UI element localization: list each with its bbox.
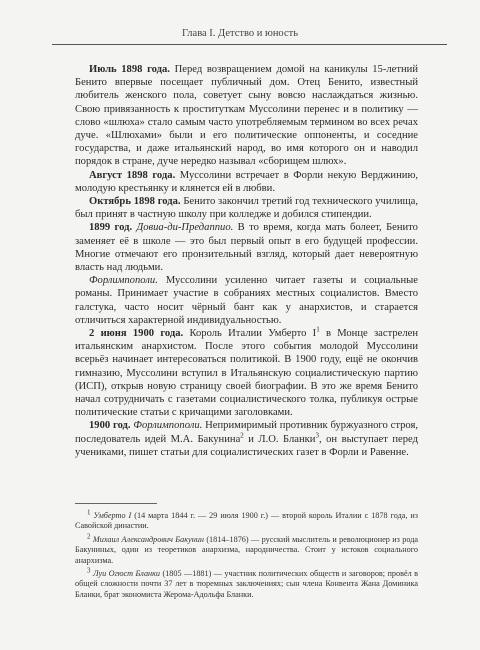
paragraph-forlimpopoli <box>75 274 418 327</box>
place-name: Довиа-ди-Предаппио. <box>136 222 234 234</box>
footnote-rule <box>75 503 157 504</box>
paragraph-august-1898 <box>75 169 418 195</box>
paragraph-text: Перед возвращением домой на каникулы 15-летний Бенито впервые посещает публичный дом. Отец Бенито, известный любитель женского пола, советует сыну вовсю наслаждаться жизнью. Свою привязанность к проституткам Муссолини перенес и в политику — слово «шлюха» стало самым часто употребляемым термином во всех речах дуче. «Шлюхами» были и его политические оппоненты, и соседние государства, и даже итальянский народ, во имя которого он и наводил порядок в стране, дуче нередко называл «сборищем шлюх». <box>75 64 418 168</box>
footnote-ref[interactable]: 1 <box>316 325 320 334</box>
date-lead: Август 1898 года. <box>89 169 176 181</box>
footnote-name: Михаил Александрович Бакунин <box>92 534 204 544</box>
paragraph-text: Муссолини встречает в Форли некую Верджинию, молодую крестьянку и клянется ей в любви. <box>75 169 419 194</box>
paragraph-october-1898 <box>75 195 418 221</box>
date-lead: 1899 год. <box>89 222 133 234</box>
paragraph-july-1898 <box>75 63 418 169</box>
paragraph-text: , он выступает перед учениками, пишет статьи для социалистических газет в Форли и Равенне. <box>75 433 418 458</box>
footnote-text: (14 марта 1844 г. — 29 июля 1900 г.) — второй король Италии с 1878 года, из Савойской династии. <box>75 511 419 531</box>
date-lead: 1900 год. <box>89 420 131 432</box>
main-text <box>75 63 418 459</box>
footnote-1 <box>75 508 419 532</box>
footnote-3 <box>75 566 418 600</box>
footnote-number: 2 <box>87 532 91 541</box>
paragraph-text: Король Италии Умберто I <box>183 328 317 340</box>
paragraph-june-1900 <box>75 327 418 419</box>
paragraph-text: и Л.О. Бланки <box>243 433 316 445</box>
header-rule <box>52 44 447 45</box>
footnote-2 <box>75 532 418 566</box>
paragraph-text: В то время, когда мать болеет, Бенито заменяет её в школе — это был первый опыт в его будущей профессии. Многие отмечают его пронзительный взгляд, который дает невероятную власть над людьми. <box>75 222 418 274</box>
footnote-name: Умберто I <box>93 511 132 520</box>
paragraph-1899 <box>75 221 418 274</box>
place-name: Форлимпополи. <box>133 420 203 432</box>
footnote-number: 1 <box>87 508 91 517</box>
footnote-ref[interactable]: 3 <box>315 431 319 440</box>
date-lead: Июль 1898 года. <box>89 64 170 75</box>
paragraph-text: Непримиримый противник буржуазного строя, последователь идей М.А. Бакунина <box>75 420 419 445</box>
footnote-ref[interactable]: 2 <box>240 431 244 440</box>
running-header: Глава I. Детство и юность <box>182 28 298 39</box>
date-lead: 2 июня 1900 года. <box>89 328 184 340</box>
place-name: Форлимпополи. <box>89 275 158 287</box>
footnote-name: Луи Огюст Бланки <box>92 569 161 579</box>
footnote-text: (1814–1876) — русский мыслитель и революционер из рода Бакуниных, один из теоретиков анархизма, народничества. Стоит у истоков социального анархизма. <box>75 534 418 565</box>
footnote-text: (1805 —1881) — участник политических обществ и заговоров; провёл в общей сложности почти 37 лет в тюремных заключениях; сын члена Конвента Жана Доминика Бланки, брат экономиста Жерома-Адольфа Бланки. <box>75 569 418 599</box>
footnote-number: 3 <box>87 566 91 575</box>
date-lead: Октябрь 1898 года. <box>89 196 181 208</box>
paragraph-1900 <box>75 419 418 459</box>
footnotes <box>75 508 419 603</box>
paragraph-text: в Монце застрелен итальянским анархистом. После этого события молодой Муссолини всерьёз начинает интересоваться политикой. В 1900 году, ещё не окончив гимназию, Муссолини вступил в Итальянскую социалистическую партию (ИСП), открыв новую страницу своей биографии. В это же время Бенито начал сотрудничать с газетами социалистического толка, публикуя острые политические статьи с кричащими заголовками. <box>75 328 418 419</box>
paragraph-text: Муссолини усиленно читает газеты и социальные романы. Принимает участие в собраниях местных социалистов. Вместо галстука, часто носит чёрный бант как у анархистов, и старается отличиться характерной индивидуальностью. <box>75 275 418 326</box>
paragraph-text: Бенито закончил третий год технического училища, был принят в частную школу при колледже и добился стипендии. <box>75 196 418 221</box>
